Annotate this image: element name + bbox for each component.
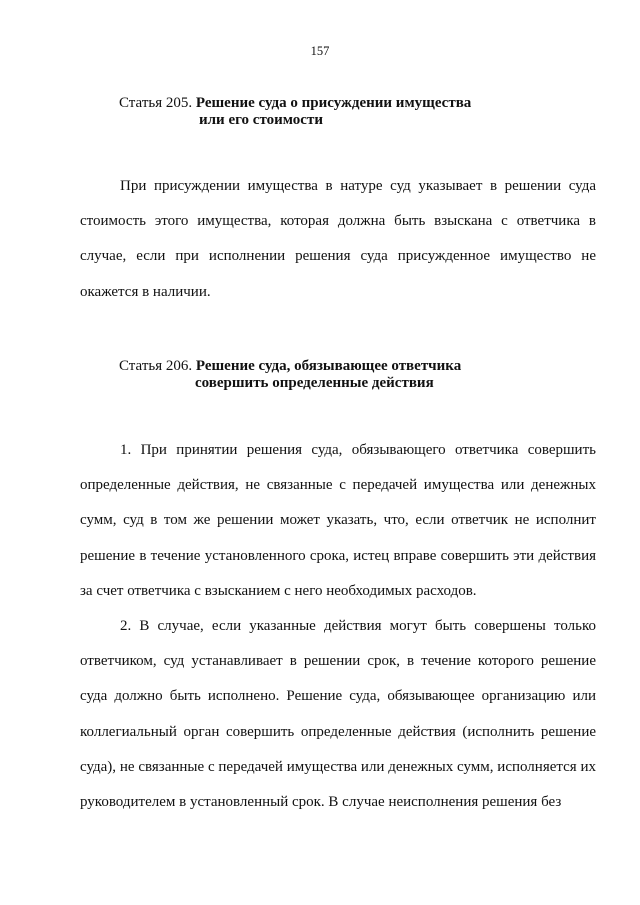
article-205-paragraph: При присуждении имущества в натуре суд указывает в решении суда стоимость этого имущества, которая должна быть взыскана с ответчика в случае, если при исполнении решения суда присужденное имущество не окажется в наличии.	[80, 178, 596, 300]
article-206-title-line2: совершить определенные действия	[195, 375, 434, 391]
article-206-paragraph-2: 2. В случае, если указанные действия могут быть совершены только ответчиком, суд устанавливает в решении срок, в течение которого решение суда должно быть исполнено. Решение суда, обязывающее организацию или коллегиальный орган совершить определенные действия (исполнить решение суда), не связанные с передачей имущества или денежных сумм, исполняется их руководителем в установленный срок. В случае неисполнения решения без	[80, 618, 596, 811]
article-205-heading	[119, 95, 539, 129]
article-206-title-line1: Решение суда, обязывающее ответчика	[195, 358, 462, 374]
article-205-title-line1: Решение суда о присуждении имущества	[195, 95, 472, 111]
article-206-paragraph-1: 1. При принятии решения суда, обязывающего ответчика совершить определенные действия, не связанные с передачей имущества или денежных сумм, суд в том же решении может указать, что, если ответчик не исполнит решение в течение установленного срока, истец вправе совершить эти действия за счет ответчика с взысканием с него необходимых расходов.	[80, 442, 596, 599]
article-206-heading	[119, 358, 539, 392]
article-206-label: Статья 206.	[119, 358, 193, 374]
article-205-title-line2: или его стоимости	[199, 112, 323, 128]
article-206-body	[80, 433, 596, 820]
article-205-label: Статья 205.	[119, 95, 193, 111]
article-206-heading-line1	[119, 358, 539, 375]
article-205-heading-line1	[119, 95, 539, 112]
page-number: 157	[310, 44, 330, 58]
article-205-body	[80, 169, 596, 310]
